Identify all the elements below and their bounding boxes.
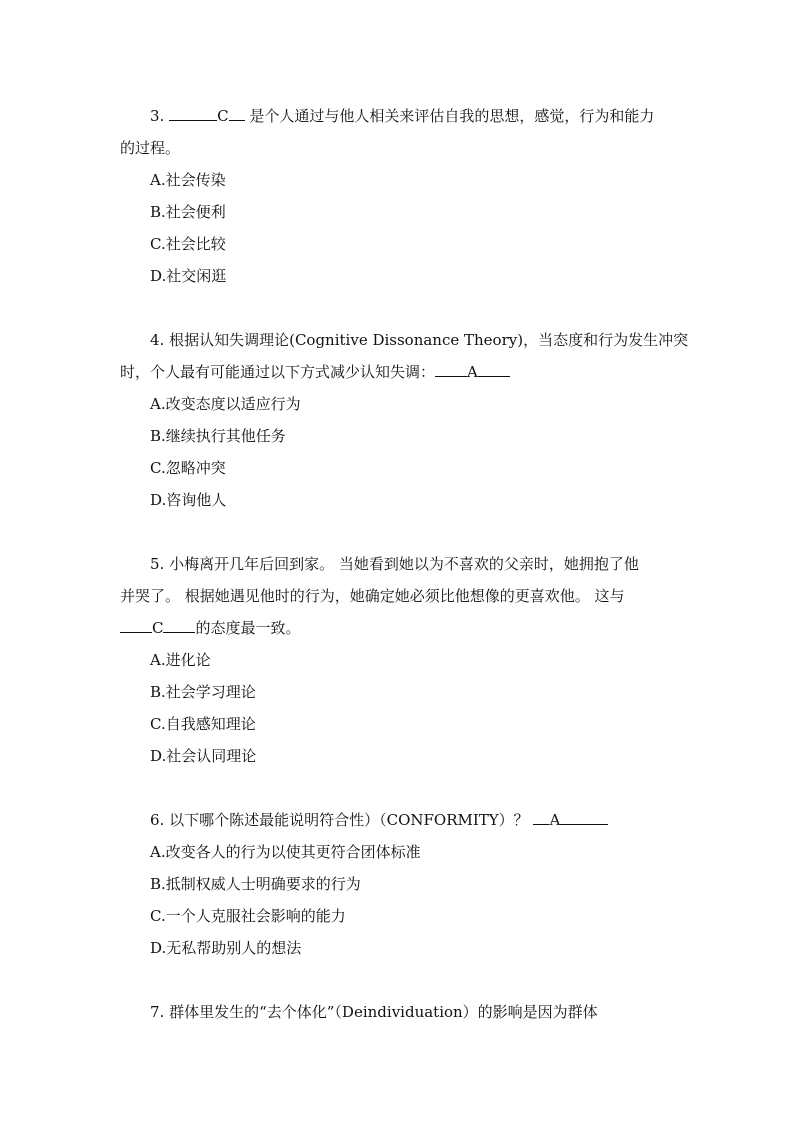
question-4-number: 4. xyxy=(150,331,165,349)
question-7-line-1 xyxy=(150,1002,598,1022)
question-5-option-b: B.社会学习理论 xyxy=(150,683,256,701)
question-3-blank-post xyxy=(229,120,245,121)
question-3-stem-rest: 是个人通过与他人相关来评估自我的思想，感觉，行为和能力 xyxy=(249,107,655,125)
question-4-blank-pre xyxy=(435,376,467,377)
question-6-blank-post xyxy=(560,824,608,825)
question-5-option-d: D.社会认同理论 xyxy=(150,747,257,765)
question-6-line-1 xyxy=(150,810,608,830)
question-4-option-c: C.忽略冲突 xyxy=(150,459,226,477)
question-5-line-1 xyxy=(150,554,639,574)
question-3-line-2: 的过程。 xyxy=(120,139,181,157)
question-4-blank-post xyxy=(478,376,510,377)
question-6-stem: 以下哪个陈述最能说明符合性）（CONFORMITY）？ xyxy=(169,811,529,829)
question-3-option-c: C.社会比较 xyxy=(150,235,226,253)
question-6-option-b: B.抵制权威人士明确要求的行为 xyxy=(150,875,361,893)
question-4-line-1 xyxy=(150,330,688,350)
question-5-answer: C xyxy=(152,619,164,637)
question-5-number: 5. xyxy=(150,555,165,573)
question-6-blank-pre xyxy=(533,824,549,825)
question-5-line-2: 并哭了。 根据她遇见他时的行为，她确定她必须比他想像的更喜欢他。 这与 xyxy=(120,587,625,605)
question-6-option-a: A.改变各人的行为以使其更符合团体标准 xyxy=(150,843,421,861)
question-6-answer: A xyxy=(549,811,561,829)
question-6-option-d: D.无私帮助别人的想法 xyxy=(150,939,302,957)
question-3-option-b: B.社会便利 xyxy=(150,203,226,221)
question-3-option-d: D.社交闲逛 xyxy=(150,267,227,285)
question-5-blank-post xyxy=(163,632,195,633)
question-6-number: 6. xyxy=(150,811,165,829)
question-3-blank-pre xyxy=(169,120,217,121)
question-3-line-1 xyxy=(150,106,654,126)
question-5-option-a: A.进化论 xyxy=(150,651,211,669)
question-3-option-a: A.社会传染 xyxy=(150,171,226,189)
question-4-stem-line-1: 根据认知失调理论(Cognitive Dissonance Theory)，当态度和行为发生冲突 xyxy=(169,331,689,349)
question-7-number: 7. xyxy=(150,1003,165,1021)
question-6-option-c: C.一个人克服社会影响的能力 xyxy=(150,907,346,925)
question-5-blank-pre xyxy=(120,632,152,633)
question-4-option-a: A.改变态度以适应行为 xyxy=(150,395,301,413)
question-3-number: 3. xyxy=(150,107,165,125)
question-5-stem-line-1: 小梅离开几年后回到家。 当她看到她以为不喜欢的父亲时，她拥抱了他 xyxy=(169,555,639,573)
question-5-line-3 xyxy=(120,618,301,638)
question-3-answer: C xyxy=(217,107,229,125)
question-4-option-d: D.咨询他人 xyxy=(150,491,227,509)
question-4-stem-line-2: 时，个人最有可能通过以下方式减少认知失调： xyxy=(120,363,436,381)
question-7-stem-line-1: 群体里发生的“去个体化”（Deindividuation）的影响是因为群体 xyxy=(169,1003,598,1021)
question-4-option-b: B.继续执行其他任务 xyxy=(150,427,286,445)
question-4-line-2 xyxy=(120,362,510,382)
question-4-answer: A xyxy=(467,363,478,381)
question-5-stem-line-3: 的态度最一致。 xyxy=(195,619,301,637)
question-5-option-c: C.自我感知理论 xyxy=(150,715,256,733)
